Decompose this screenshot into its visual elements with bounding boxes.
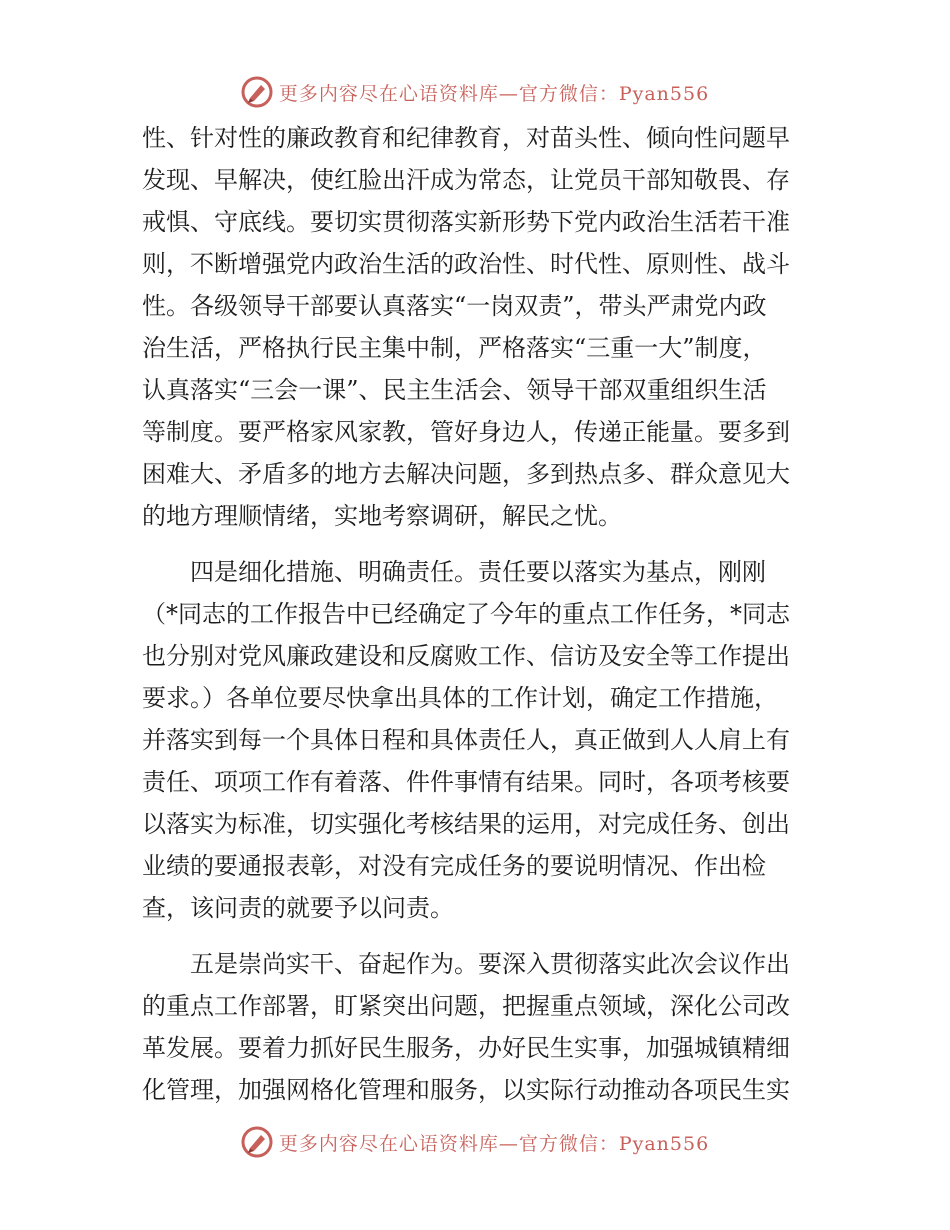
text-line: 四是细化措施、明确责任。责任要以落实为基点，刚刚 xyxy=(142,558,766,586)
text-line: 的地方理顺情绪，实地考察调研，解民之忧。 xyxy=(142,502,622,530)
footer-watermark xyxy=(0,1122,950,1162)
paragraph-3 xyxy=(142,943,812,1111)
text-line: 查，该问责的就要予以问责。 xyxy=(142,894,454,922)
text-line: 性。各级领导干部要认真落实“一岗双责”，带头严肃党内政 xyxy=(142,292,767,320)
text-line: 性、针对性的廉政教育和纪律教育，对苗头性、倾向性问题早 xyxy=(142,124,790,152)
text-line: 化管理，加强网格化管理和服务，以实际行动推动各项民生实 xyxy=(142,1076,790,1104)
footer-banner xyxy=(241,1126,709,1158)
text-line: 也分别对党风廉政建设和反腐败工作、信访及安全等工作提出 xyxy=(142,642,790,670)
header-watermark xyxy=(0,72,950,112)
text-line: 革发展。要着力抓好民生服务，办好民生实事，加强城镇精细 xyxy=(142,1034,790,1062)
text-line: 的重点工作部署，盯紧突出问题，把握重点领域，深化公司改 xyxy=(142,992,790,1020)
header-banner-text: 更多内容尽在心语资料库—官方微信：Pyan556 xyxy=(278,82,710,105)
document-body xyxy=(142,117,812,1111)
text-line: （*同志的工作报告中已经确定了今年的重点工作任务，*同志 xyxy=(142,600,790,628)
text-line: 戒惧、守底线。要切实贯彻落实新形势下党内政治生活若干准 xyxy=(142,208,790,236)
header-banner xyxy=(241,76,709,108)
text-line: 困难大、矛盾多的地方去解决问题，多到热点多、群众意见大 xyxy=(142,460,790,488)
text-line: 治生活，严格执行民主集中制，严格落实“三重一大”制度， xyxy=(142,334,767,362)
paragraph-2 xyxy=(142,551,812,929)
text-line: 五是崇尚实干、奋起作为。要深入贯彻落实此次会议作出 xyxy=(142,950,790,978)
text-line: 并落实到每一个具体日程和具体责任人，真正做到人人肩上有 xyxy=(142,726,790,754)
text-line: 业绩的要通报表彰，对没有完成任务的要说明情况、作出检 xyxy=(142,852,766,880)
text-line: 以落实为标准，切实强化考核结果的运用，对完成任务、创出 xyxy=(142,810,790,838)
text-line: 认真落实“三会一课”、民主生活会、领导干部双重组织生活 xyxy=(142,376,767,404)
text-line: 则，不断增强党内政治生活的政治性、时代性、原则性、战斗 xyxy=(142,250,790,278)
text-line: 要求。）各单位要尽快拿出具体的工作计划，确定工作措施， xyxy=(142,684,778,712)
text-line: 等制度。要严格家风家教，管好身边人，传递正能量。要多到 xyxy=(142,418,790,446)
paragraph-1 xyxy=(142,117,812,537)
brand-logo-icon xyxy=(241,1126,273,1158)
text-line: 责任、项项工作有着落、件件事情有结果。同时，各项考核要 xyxy=(142,768,790,796)
text-line: 发现、早解决，使红脸出汗成为常态，让党员干部知敬畏、存 xyxy=(142,166,790,194)
footer-banner-text: 更多内容尽在心语资料库—官方微信：Pyan556 xyxy=(278,1132,710,1155)
brand-logo-icon xyxy=(241,76,273,108)
